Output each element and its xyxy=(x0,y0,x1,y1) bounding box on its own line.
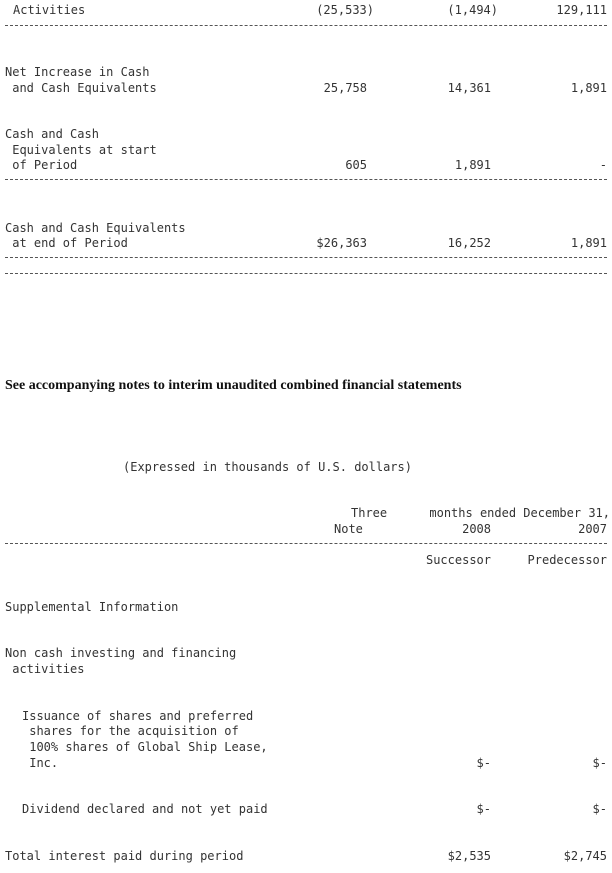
issuance-label-2: shares for the acquisition of xyxy=(22,724,239,738)
cell-value: $- xyxy=(476,756,491,770)
issuance-label-3: 100% shares of Global Ship Lease, xyxy=(22,740,268,754)
row-label-net-increase-2: and Cash Equivalents xyxy=(5,81,157,95)
notes-text: See accompanying notes to interim unaudited combined financial statements xyxy=(5,378,462,393)
divider xyxy=(5,273,607,274)
cell-value: (25,533) xyxy=(316,3,374,17)
divider xyxy=(5,179,607,180)
cell-value: $2,535 xyxy=(447,849,491,863)
expressed-note: (Expressed in thousands of U.S. dollars) xyxy=(123,460,412,474)
cell-value: (1,494) xyxy=(447,3,498,17)
cell-value: - xyxy=(599,158,607,172)
row-label-cash-end: Cash and Cash Equivalents xyxy=(5,221,186,235)
row-label-cash-start: Cash and Cash xyxy=(5,127,99,141)
divider xyxy=(5,543,607,544)
header-year-2008: 2008 xyxy=(462,522,491,536)
issuance-label-4: Inc. xyxy=(22,756,59,770)
header-three: Three xyxy=(351,506,388,520)
row-label-net-increase: Net Increase in Cash xyxy=(5,65,150,79)
divider xyxy=(5,25,607,26)
cell-value: 1,891 xyxy=(454,158,491,172)
cell-value: 1,891 xyxy=(570,81,607,95)
cell-value: 129,111 xyxy=(556,3,607,17)
supplemental-heading: Supplemental Information xyxy=(5,600,179,614)
row-label-cash-start-2: Equivalents at start xyxy=(5,143,157,157)
row-label-cash-end-2: at end of Period xyxy=(5,236,128,250)
header-successor: Successor xyxy=(425,553,491,567)
cell-value: 14,361 xyxy=(447,81,491,95)
divider xyxy=(5,257,607,258)
dividend-label: Dividend declared and not yet paid xyxy=(22,802,268,816)
cell-value: 1,891 xyxy=(570,236,607,250)
interest-label: Total interest paid during period xyxy=(5,849,244,863)
cell-value: $- xyxy=(592,802,607,816)
header-note: Note xyxy=(334,522,363,536)
row-label-cash-start-3: of Period xyxy=(5,158,78,172)
header-months-ended: months ended December 31, xyxy=(429,506,610,520)
header-year-2007: 2007 xyxy=(578,522,607,536)
cell-value: $- xyxy=(592,756,607,770)
cell-value: 605 xyxy=(345,158,367,172)
cell-value: 25,758 xyxy=(323,81,367,95)
issuance-label: Issuance of shares and preferred xyxy=(22,709,254,723)
row-label-activities: Activities xyxy=(13,3,86,17)
noncash-label-2: activities xyxy=(5,662,85,676)
noncash-label: Non cash investing and financing xyxy=(5,646,237,660)
cell-value: $26,363 xyxy=(316,236,367,250)
header-predecessor: Predecessor xyxy=(527,553,607,567)
cell-value: $- xyxy=(476,802,491,816)
cell-value: 16,252 xyxy=(447,236,491,250)
cell-value: $2,745 xyxy=(563,849,607,863)
